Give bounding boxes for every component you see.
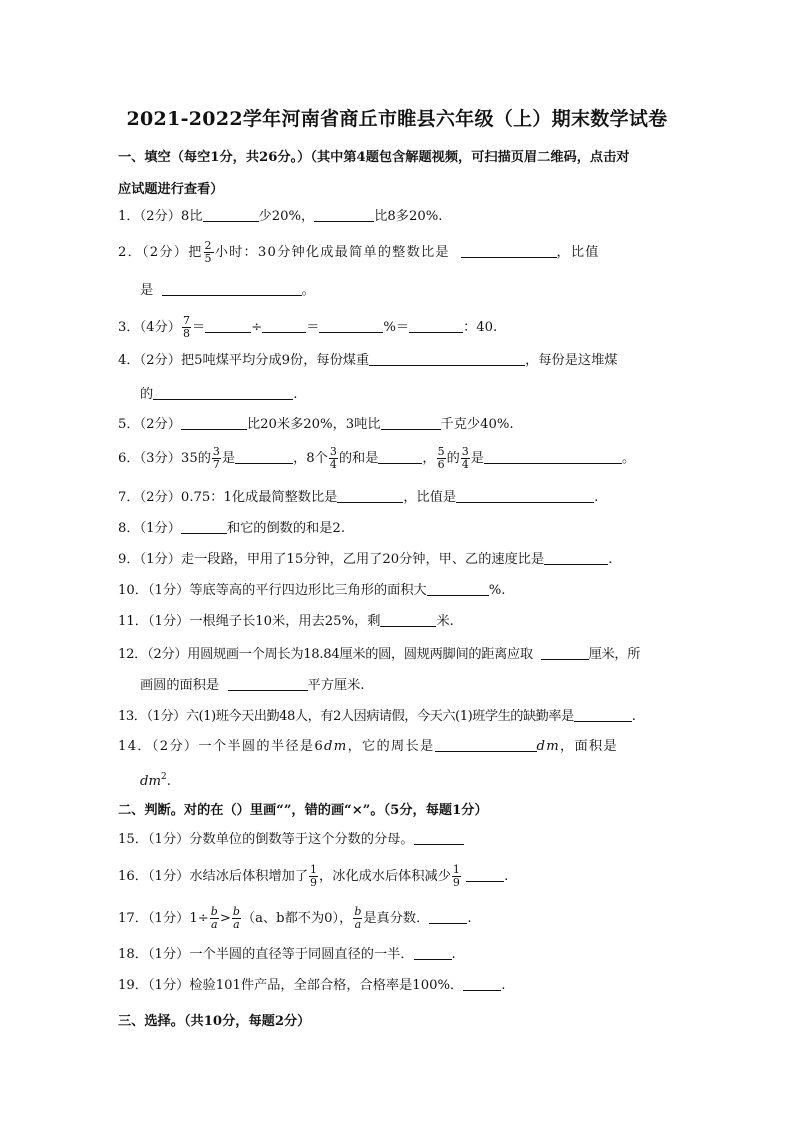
answer-blank[interactable] [378, 449, 422, 464]
question-text: 4．（2分）把5吨煤平均分成9份，每份煤重 [118, 353, 370, 368]
fraction: $\frac{2}{5}$ [204, 239, 213, 265]
answer-blank[interactable] [235, 449, 293, 464]
question-text: 5．（2分） [118, 417, 181, 432]
fraction: $\frac{1}{9}$ [452, 863, 460, 889]
question-text: 。 [621, 451, 636, 466]
question-text: 是 [140, 283, 154, 298]
question-2-cont [140, 281, 315, 300]
answer-blank[interactable] [205, 318, 251, 333]
question-8 [118, 519, 345, 538]
answer-blank[interactable] [429, 909, 467, 924]
section-3-heading: 三、选择。（共10分，每题2分） [118, 1014, 311, 1029]
question-text: 千克少40%. [440, 417, 514, 432]
question-text: ：40. [463, 320, 498, 335]
page-title: 2021-2022学年河南省商丘市睢县六年级（上）期末数学试卷 [126, 108, 668, 130]
question-text: . [451, 947, 456, 962]
answer-blank[interactable] [466, 867, 504, 882]
question-text: ，比值是 [403, 490, 457, 505]
question-text: 的和是 [338, 451, 379, 466]
question-text: . [631, 709, 636, 724]
fraction: $\frac{3}{7}$ [212, 445, 220, 471]
question-12 [118, 645, 640, 664]
question-9 [118, 550, 612, 569]
question-text: . [293, 387, 298, 402]
question-text: . [594, 490, 599, 505]
question-16 [118, 864, 508, 889]
question-10 [118, 581, 505, 600]
unit-text: dm [140, 774, 161, 789]
question-text: （a、b都不为0）， [241, 911, 353, 926]
question-text: 平方厘米. [307, 678, 365, 693]
section-1-heading-line2: 应试题进行查看） [118, 182, 224, 197]
question-text: ，冰化成水后体积减少 [319, 869, 451, 884]
answer-blank[interactable] [181, 415, 247, 430]
question-7 [118, 488, 598, 507]
answer-blank[interactable] [409, 318, 463, 333]
question-text: 16．（1分）水结冰后体积增加了 [118, 869, 309, 884]
answer-blank[interactable] [435, 737, 537, 752]
unit-text: dm [324, 739, 348, 754]
question-text: 小时：30分钟化成最简单的整数比是 [214, 245, 450, 260]
question-text: 6．（3分）35的 [118, 451, 211, 466]
question-text: 10．（1分）等底等高的平行四边形比三角形的面积大 [118, 583, 427, 598]
question-14-cont [140, 768, 171, 791]
question-text: ，面积是 [560, 739, 618, 754]
question-text: . [608, 552, 613, 567]
answer-blank[interactable] [162, 281, 302, 296]
answer-blank[interactable] [414, 830, 464, 845]
question-text: 17．（1分）1÷ [118, 911, 209, 926]
question-text: 11．（1分）一根绳子长10米，用去25%，剩 [118, 614, 381, 629]
answer-blank[interactable] [544, 550, 608, 565]
question-text: 米. [436, 614, 454, 629]
question-text: 。 [301, 283, 315, 298]
question-text: 比8多20%. [374, 209, 443, 224]
question-4 [118, 351, 617, 370]
question-14 [118, 737, 618, 756]
question-text: 14．（2分）一个半圆的半径是6 [118, 739, 325, 754]
fraction: $\frac{b}{a}$ [354, 905, 362, 931]
question-text: 厘米，所 [588, 647, 641, 662]
answer-blank[interactable] [456, 488, 594, 503]
unit-text: dm [536, 739, 561, 754]
question-19 [118, 976, 505, 995]
question-text: 的 [140, 387, 154, 402]
question-text: ＝ [191, 320, 206, 335]
question-text: 画圆的面积是 [140, 678, 220, 693]
question-text: 是 [221, 451, 236, 466]
question-text: 比20米多20%，3吨比 [246, 417, 381, 432]
answer-blank[interactable] [381, 415, 441, 430]
question-text: 2．（2分）把 [118, 245, 203, 260]
fraction: $\frac{5}{6}$ [437, 445, 445, 471]
question-text: 少20%， [258, 209, 315, 224]
question-6 [118, 446, 635, 471]
answer-blank[interactable] [203, 207, 259, 222]
answer-blank[interactable] [369, 351, 525, 366]
answer-blank[interactable] [541, 645, 589, 660]
answer-blank[interactable] [319, 318, 383, 333]
question-1 [118, 207, 442, 226]
answer-blank[interactable] [427, 581, 489, 596]
section-2-heading: 二、判断。对的在（）里画“”，错的画“×”。（5分，每题1分） [118, 803, 488, 818]
answer-blank[interactable] [181, 519, 227, 534]
answer-blank[interactable] [153, 385, 293, 400]
question-text: 3．（4分） [118, 320, 181, 335]
answer-blank[interactable] [380, 612, 436, 627]
question-18 [118, 945, 456, 964]
answer-blank[interactable] [228, 676, 308, 691]
question-text: %＝ [383, 320, 410, 335]
fraction: $\frac{3}{4}$ [461, 445, 469, 471]
question-text: . [467, 911, 472, 926]
section-1-heading-line1: 一、填空（每空1分，共26分。）（其中第4题包含解题视频，可扫描页眉二维码，点击对 [118, 150, 630, 165]
question-text: 7．（2分）0.75：1化成最简整数比是 [118, 490, 338, 505]
question-15 [118, 830, 464, 849]
answer-blank[interactable] [463, 976, 501, 991]
question-4-cont [140, 385, 297, 404]
question-text: ÷ [251, 320, 263, 335]
answer-blank[interactable] [314, 207, 374, 222]
question-5 [118, 415, 514, 434]
answer-blank[interactable] [484, 449, 622, 464]
fraction: $\frac{b}{a}$ [232, 905, 240, 931]
question-text: 9．（1分）走一段路，甲用了15分钟，乙用了20分钟，甲、乙的速度比是 [118, 552, 545, 567]
question-text: 15．（1分）分数单位的倒数等于这个分数的分母。 [118, 832, 414, 847]
fraction: $\frac{b}{a}$ [210, 905, 218, 931]
question-text: 和它的倒数的和是2. [226, 521, 346, 536]
question-text: > [219, 911, 231, 926]
question-text: 是 [470, 451, 484, 466]
question-text: ，8个 [293, 451, 328, 466]
question-text: ，它的周长是 [347, 739, 435, 754]
answer-blank[interactable] [337, 488, 403, 503]
question-text: 13．（1分）六(1)班今天出勤48人，有2人因病请假，今天六(1)班学生的缺勤率是 [118, 709, 574, 724]
question-17 [118, 906, 472, 931]
answer-blank[interactable] [461, 243, 557, 258]
answer-blank[interactable] [414, 945, 452, 960]
question-text: 12．（2分）用圆规画一个周长为18.84厘米的圆，圆规两脚间的距离应取 [118, 647, 533, 662]
question-text: ＝ [306, 320, 320, 335]
question-3 [118, 315, 497, 340]
question-text: 19．（1分）检验101件产品，全部合格，合格率是100%． [118, 978, 464, 993]
question-text: ，每份是这堆煤 [525, 353, 618, 368]
question-text: %. [488, 583, 506, 598]
question-text: 18．（1分）一个半圆的直径等于同圆直径的一半． [118, 947, 414, 962]
question-text: 1．（2分）8比 [118, 209, 203, 224]
question-text: ，比值 [556, 245, 600, 260]
fraction: $\frac{3}{4}$ [329, 445, 337, 471]
question-13 [118, 707, 635, 726]
question-2 [118, 240, 600, 265]
question-text: 的 [446, 451, 460, 466]
superscript: 2 [160, 772, 167, 782]
answer-blank[interactable] [262, 318, 306, 333]
question-11 [118, 612, 454, 631]
answer-blank[interactable] [574, 707, 632, 722]
question-text: . [504, 869, 509, 884]
question-text: . [166, 774, 171, 789]
question-text: 8．（1分） [118, 521, 181, 536]
question-text: ， [422, 451, 436, 466]
fraction: $\frac{1}{9}$ [310, 863, 318, 889]
question-12-cont [140, 676, 364, 695]
question-text: 是真分数． [363, 911, 430, 926]
fraction: $\frac{7}{8}$ [182, 314, 190, 340]
question-text: . [501, 978, 506, 993]
